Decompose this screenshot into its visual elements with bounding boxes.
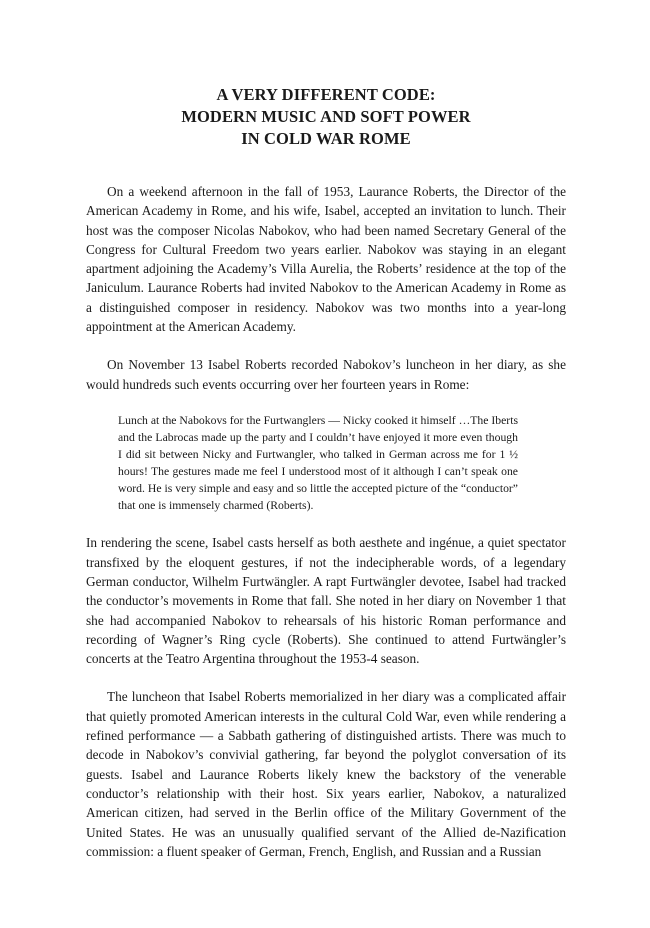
paragraph-2: On November 13 Isabel Roberts recorded Nabokov’s luncheon in her diary, as she would hundreds such events occurring over her fourteen years in Rome: <box>86 357 566 392</box>
title-line-3: IN COLD WAR ROME <box>241 129 411 148</box>
paragraph-1: On a weekend afternoon in the fall of 1953, Laurance Roberts, the Director of the American Academy in Rome, and his wife, Isabel, accepted an invitation to lunch. Their host was the composer Nicolas Nabokov, who had been named Secretary General of the Congress for Cultural Freedom two years earlier. Nabokov was staying in an elegant apartment adjoining the Academy’s Villa Aurelia, the Roberts’ residence at the top of the Janiculum. Laurance Roberts had invited Nabokov to the American Academy in Rome as a distinguished composer in residency. Nabokov was two months into a year-long appointment at the American Academy. <box>86 184 566 335</box>
paragraph-3: In rendering the scene, Isabel casts herself as both aesthete and ingénue, a quiet spectator transfixed by the eloquent gestures, if not the indecipherable words, of a legendary German conductor, Wilhelm Furtwängler. A rapt Furtwängler devotee, Isabel had tracked the conductor’s movements in Rome that fall. She noted in her diary on November 1 that she had accompanied Nabokov to rehearsals of his historic Roman performance and recording of Wagner’s Ring cycle (Roberts). She continued to attend Furtwängler’s concerts at the Teatro Argentina throughout the 1953-4 season. <box>86 535 566 667</box>
title-line-1: A VERY DIFFERENT CODE: <box>216 85 436 104</box>
title-line-2: MODERN MUSIC AND SOFT POWER <box>181 107 471 126</box>
document-title <box>86 84 566 150</box>
block-quote: Lunch at the Nabokovs for the Furtwanglers — Nicky cooked it himself …The Iberts and the Labrocas made up the party and I couldn’t have enjoyed it more even though I did sit between Nicky and Furtwangler, who talked in German across me for 1 ½ hours! The gestures made me feel I understood most of it although I can’t speak one word. He is very simple and easy and so little the accepted picture of the “conductor” that one is immensely charmed (Roberts). <box>118 413 518 512</box>
paragraph-4: The luncheon that Isabel Roberts memorialized in her diary was a complicated affair that quietly promoted American interests in the cultural Cold War, even while rendering a refined performance — a Sabbath gathering of distinguished artists. There was much to decode in Nabokov’s convivial gathering, far beyond the polyglot conversation of its guests. Isabel and Laurance Roberts likely knew the backstory of the venerable conductor’s relationship with their host. Six years earlier, Nabokov, a naturalized American citizen, had served in the Berlin office of the Military Government of the United States. He was an unusually qualified servant of the Allied de-Nazification commission: a fluent speaker of German, French, English, and Russian and a Russian <box>86 689 566 859</box>
document-page <box>86 84 566 880</box>
